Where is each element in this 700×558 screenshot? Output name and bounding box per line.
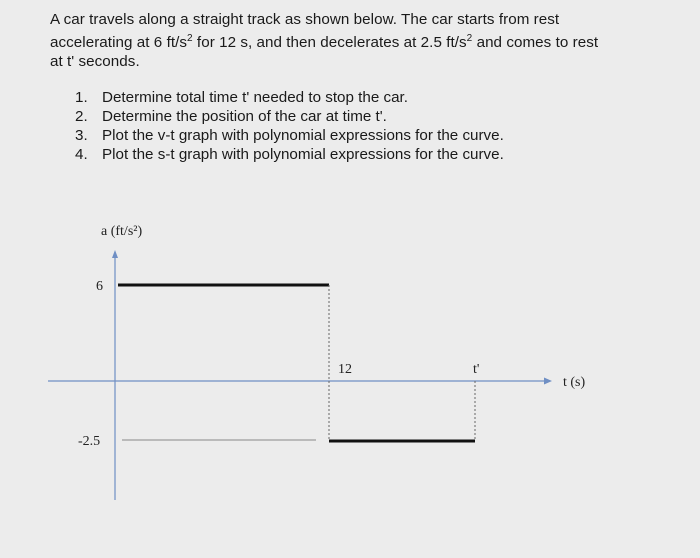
task-text: Determine total time t' needed to stop the car. — [102, 89, 408, 106]
x-tick-t-prime: t' — [473, 362, 480, 377]
statement-segment: accelerating at 6 ft/s — [50, 34, 188, 52]
y-axis-arrow-icon — [112, 250, 118, 258]
y-tick-6: 6 — [96, 279, 103, 294]
task-number: 2. — [75, 108, 88, 125]
acceleration-time-graph — [0, 195, 700, 558]
y-axis-label: a (ft/s²) — [101, 224, 143, 239]
statement-line-3: at t' seconds. — [50, 53, 140, 71]
task-number: 4. — [75, 146, 88, 163]
task-item — [75, 107, 504, 126]
x-tick-12: 12 — [338, 362, 352, 377]
task-number: 3. — [75, 127, 88, 144]
y-tick-minus-2-5: -2.5 — [78, 434, 101, 449]
x-axis-label: t (s) — [563, 375, 586, 390]
statement-segment: for 12 s, and then decelerates at 2.5 ft/s — [192, 34, 467, 52]
task-item — [75, 88, 504, 107]
problem-statement — [50, 10, 650, 71]
task-text: Plot the v-t graph with polynomial expressions for the curve. — [102, 127, 504, 144]
task-text: Plot the s-t graph with polynomial expressions for the curve. — [102, 146, 504, 163]
superscript: 2 — [466, 33, 473, 44]
task-item — [75, 126, 504, 145]
statement-segment: and comes to rest — [472, 34, 599, 52]
superscript: 2 — [187, 33, 193, 44]
statement-line-2 — [50, 29, 650, 52]
task-item — [75, 145, 504, 164]
x-axis-arrow-icon — [544, 378, 552, 385]
statement-line-1: A car travels along a straight track as shown below. The car starts from rest — [50, 11, 560, 28]
task-number: 1. — [75, 89, 88, 106]
task-list — [75, 88, 504, 164]
task-text: Determine the position of the car at time t'. — [102, 108, 387, 125]
